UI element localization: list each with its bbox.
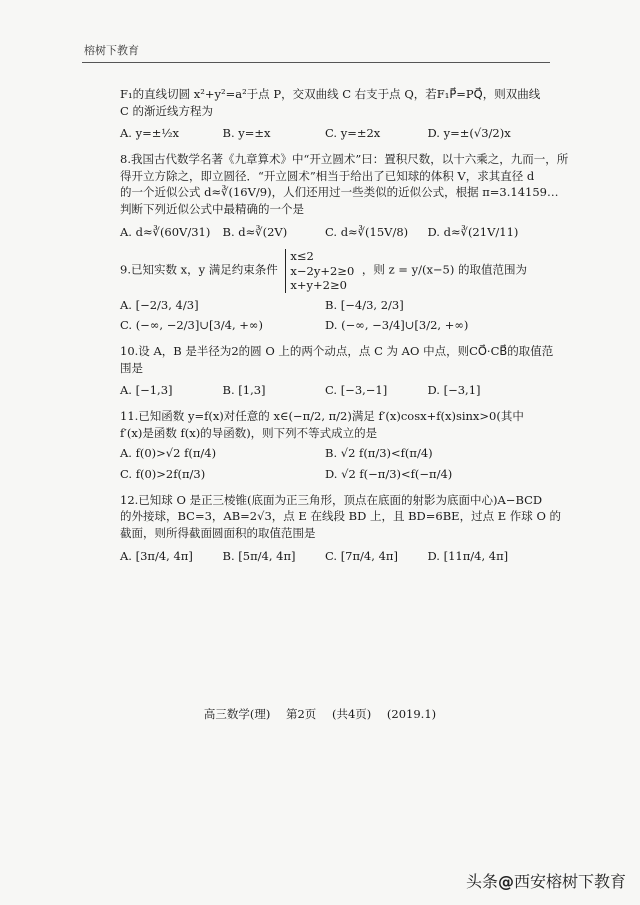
question-11-options-row-1 (120, 445, 530, 462)
question-12-line-1: 12.已知球 O 是正三棱锥(底面为正三角形，顶点在底面的射影为底面中心)A−BCD (120, 492, 543, 507)
page-header (82, 42, 550, 63)
question-11-options-row-2 (120, 466, 530, 483)
option-c: C. d≈∛(15V/8) (325, 224, 409, 239)
question-10-options (120, 382, 530, 399)
constraint-system (285, 249, 354, 292)
option-b: B. [1,3] (222, 383, 266, 398)
question-11-line-1: 11.已知函数 y=f(x)对任意的 x∈(−π/2, π/2)满足 f′(x)cosx+f(x)sinx>0(其中 (120, 408, 524, 423)
question-7-line-1: F₁的直线切圆 x²+y²=a²于点 P，交双曲线 C 右支于点 Q，若F₁P⃗=PQ⃗，则双曲线 (120, 87, 541, 101)
question-8-line-1: 8.我国古代数学名著《九章算术》中“开立圆术”曰：置积尺数，以十六乘之，九而一，所 (120, 152, 569, 167)
question-8-line-2: 得开立方除之，即立圆径．“开立圆术”相当于给出了已知球的体积 V，求其直径 d (120, 168, 535, 183)
constraint-2: x−2y+2≥0 (290, 263, 355, 278)
option-b: B. [−4/3, 2/3] (325, 297, 404, 312)
question-11 (120, 408, 530, 483)
constraint-1: x≤2 (290, 249, 314, 264)
option-c: C. f(0)>2f(π/3) (120, 466, 206, 481)
question-12 (120, 492, 562, 565)
question-8-line-4: 判断下列近似公式中最精确的一个是 (120, 202, 304, 217)
watermark (466, 869, 626, 892)
option-b: B. [5π/4, 4π] (222, 548, 296, 563)
watermark-at: @ (497, 872, 514, 891)
publisher-label: 榕树下教育 (84, 44, 139, 57)
option-d: D. [−3,1] (427, 383, 481, 398)
option-b: B. y=±x (222, 126, 271, 141)
question-12-options (120, 548, 530, 565)
option-a: A. [−1,3] (120, 383, 173, 398)
question-9-stem (120, 249, 530, 292)
question-7-line-2: C 的渐近线方程为 (120, 103, 213, 118)
watermark-prefix: 头条 (465, 872, 498, 891)
question-11-line-2: f′(x)是函数 f(x)的导函数)，则下列不等式成立的是 (120, 425, 378, 440)
question-8 (120, 151, 569, 240)
option-d: D. √2 f(−π/3)<f(−π/4) (325, 466, 453, 481)
footer-total: (共4页) (331, 707, 372, 721)
question-content (120, 86, 569, 573)
question-12-line-2: 的外接球，BC=3，AB=2√3，点 E 在线段 BD 上，且 BD=6BE，过点 E 作球 O 的 (120, 509, 562, 524)
page-footer (0, 706, 640, 722)
footer-date: (2019.1) (386, 707, 437, 721)
question-8-options (120, 224, 530, 241)
option-a: A. y=±½x (120, 126, 180, 141)
footer-subject: 高三数学(理) (203, 707, 271, 721)
option-d: D. [11π/4, 4π] (427, 548, 509, 563)
option-d: D. y=±(√3/2)x (427, 126, 511, 141)
constraint-3: x+y+2≥0 (290, 278, 347, 293)
option-d: D. (−∞, −3/4]∪[3/2, +∞) (325, 318, 469, 333)
option-d: D. d≈∛(21V/11) (427, 224, 519, 239)
question-12-line-3: 截面，则所得截面圆面积的取值范围是 (120, 525, 316, 540)
option-a: A. [−2/3, 4/3] (120, 297, 199, 312)
question-10 (120, 343, 554, 399)
option-c: C. (−∞, −2/3]∪[3/4, +∞) (120, 318, 263, 333)
question-10-line-1: 10.设 A，B 是半径为2的圆 O 上的两个动点，点 C 为 AO 中点，则CO⃗·CB⃗的取值范 (120, 343, 554, 358)
question-9 (120, 249, 530, 333)
option-a: A. f(0)>√2 f(π/4) (120, 446, 217, 461)
question-7-options (120, 125, 530, 142)
option-a: A. d≈∛(60V/31) (120, 224, 211, 239)
question-9-options-row-1 (120, 297, 530, 314)
option-c: C. [7π/4, 4π] (325, 548, 398, 563)
option-c: C. [−3,−1] (325, 383, 388, 398)
option-c: C. y=±2x (325, 126, 381, 141)
option-b: B. d≈∛(2V) (222, 224, 288, 239)
question-9-options-row-2 (120, 317, 530, 334)
footer-page: 第2页 (285, 707, 317, 721)
question-9-tail: ，则 z = y/(x−5) 的取值范围为 (361, 262, 528, 277)
question-7 (120, 86, 541, 142)
option-b: B. √2 f(π/3)<f(π/4) (325, 446, 433, 461)
question-9-lead: 9.已知实数 x，y 满足约束条件 (120, 262, 278, 277)
option-a: A. [3π/4, 4π] (120, 548, 193, 563)
question-8-line-3: 的一个近似公式 d≈∛(16V/9)，人们还用过一些类似的近似公式，根据 π=3.14159… (120, 185, 559, 200)
watermark-name: 西安榕树下教育 (513, 872, 626, 891)
question-10-line-2: 围是 (120, 360, 143, 375)
